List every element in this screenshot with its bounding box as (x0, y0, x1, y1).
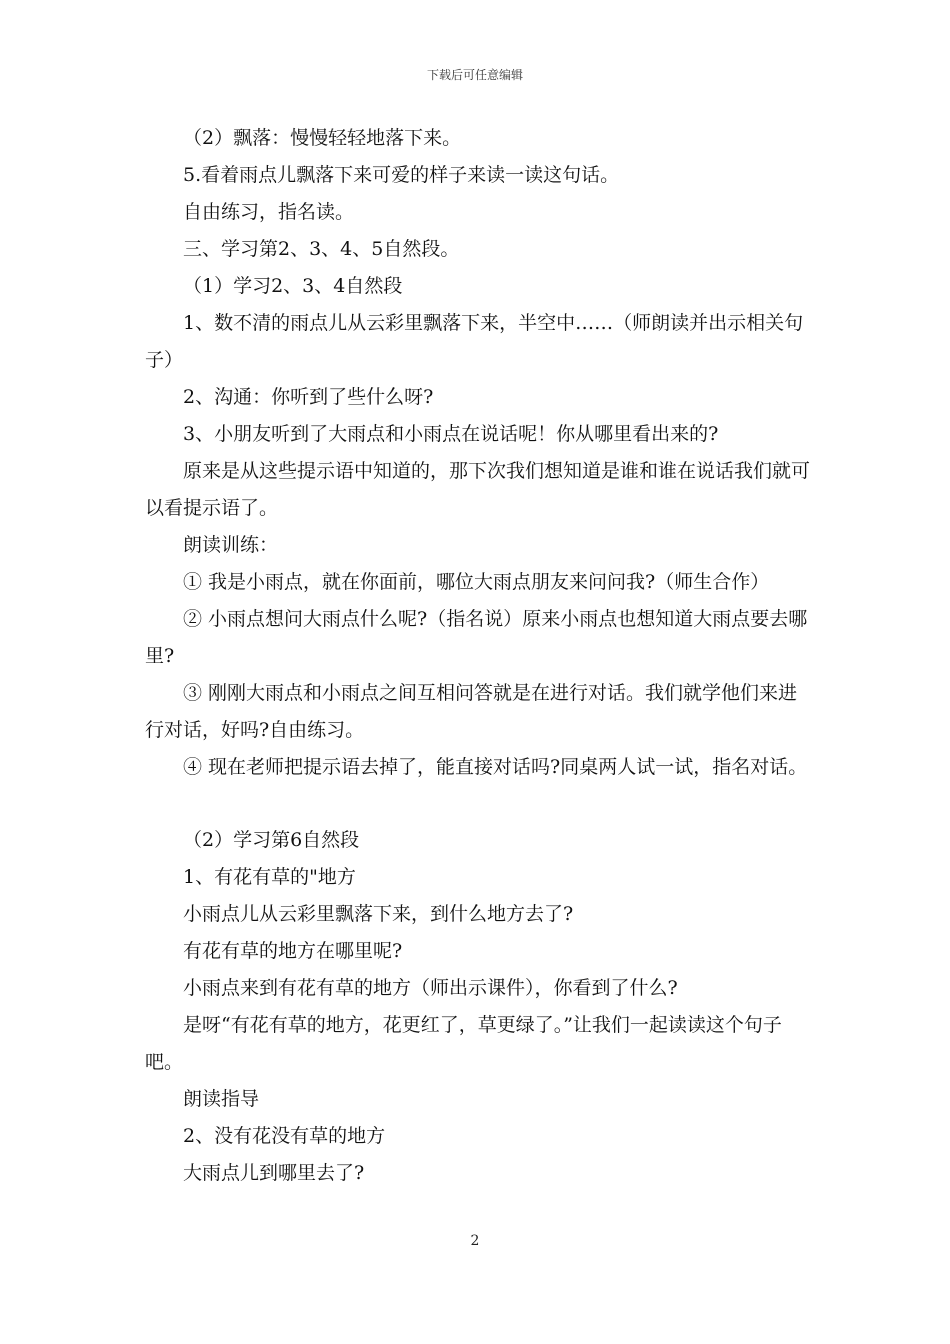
paragraph: 原来是从这些提示语中知道的，那下次我们想知道是谁和谁在说话我们就可以看提示语了。 (145, 460, 811, 519)
document-body (145, 120, 815, 1192)
paragraph: （2）飘落：慢慢轻轻地落下来。 (183, 127, 462, 149)
paragraph: 1、数不清的雨点儿从云彩里飘落下来，半空中……（师朗读并出示相关句子） (145, 312, 804, 371)
paragraph: ② 小雨点想问大雨点什么呢?（指名说）原来小雨点也想知道大雨点要去哪里? (145, 608, 808, 667)
paragraph: 3、小朋友听到了大雨点和小雨点在说话呢！你从哪里看出来的? (183, 423, 719, 445)
paragraph: 小雨点来到有花有草的地方（师出示课件），你看到了什么? (183, 977, 678, 999)
paragraph: 三、学习第2、3、4、5自然段。 (183, 238, 460, 260)
paragraph: 大雨点儿到哪里去了? (183, 1162, 365, 1184)
paragraph: ③ 刚刚大雨点和小雨点之间互相问答就是在进行对话。我们就学他们来进行对话，好吗?自由练习。 (145, 682, 798, 741)
paragraph: 自由练习，指名读。 (183, 201, 355, 223)
paragraph: ① 我是小雨点，就在你面前，哪位大雨点朋友来问问我?（师生合作） (183, 571, 770, 593)
paragraph: ④ 现在老师把提示语去掉了，能直接对话吗?同桌两人试一试，指名对话。 (183, 756, 808, 778)
paragraph: 1、有花有草的"地方 (183, 866, 356, 888)
paragraph: （1）学习2、3、4自然段 (183, 275, 403, 297)
paragraph: 是呀“有花有草的地方，花更红了，草更绿了。”让我们一起读读这个句子吧。 (145, 1014, 782, 1073)
paragraph: 5.看着雨点儿飘落下来可爱的样子来读一读这句话。 (183, 164, 620, 186)
paragraph: 2、没有花没有草的地方 (183, 1125, 386, 1147)
paragraph: 朗读指导 (183, 1088, 260, 1110)
paragraph: （2）学习第6自然段 (183, 829, 360, 851)
paragraph: 2、沟通：你听到了些什么呀? (183, 386, 434, 408)
page-header: 下载后可任意编辑 (426, 68, 523, 82)
blank-line (145, 786, 815, 822)
paragraph: 朗读训练： (183, 534, 279, 556)
paragraph: 小雨点儿从云彩里飘落下来，到什么地方去了? (183, 903, 574, 925)
paragraph: 有花有草的地方在哪里呢? (183, 940, 403, 962)
page-number: 2 (470, 1233, 480, 1249)
